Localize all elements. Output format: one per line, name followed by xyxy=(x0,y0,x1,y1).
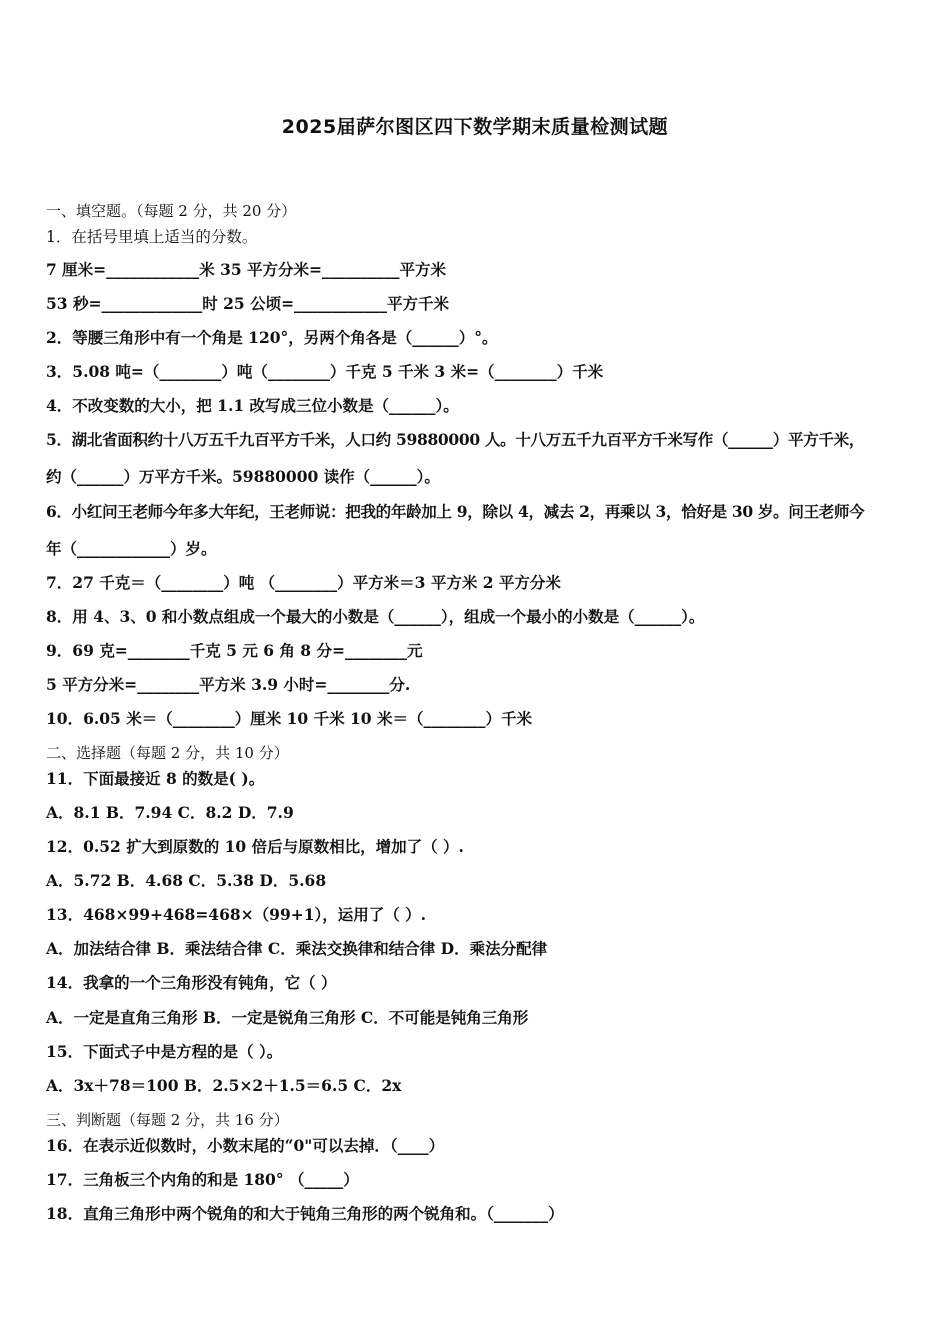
question-line: 14．我拿的一个三角形没有钝角，它（ ） xyxy=(46,973,337,992)
section-heading: 三、判断题（每题 2 分，共 16 分） xyxy=(46,1111,289,1129)
question-line: 11．下面最接近 8 的数是( )。 xyxy=(46,769,265,788)
question-line: 年（____________）岁。 xyxy=(46,539,217,558)
question-line: 18．直角三角形中两个锐角的和大于钝角三角形的两个锐角和。（_______） xyxy=(46,1204,564,1223)
question-line: 16．在表示近似数时，小数末尾的“0"可以去掉．（____） xyxy=(46,1136,445,1155)
question-line: 5．湖北省面积约十八万五千九百平方千米，人口约 59880000 人。十八万五千九百平方千米写作（______）平方千米， xyxy=(46,430,865,449)
question-line: 17．三角板三个内角的和是 180° （_____） xyxy=(46,1170,359,1189)
question-line: 6．小红问王老师今年多大年纪，王老师说：把我的年龄加上 9，除以 4，减去 2，再乘以 3，恰好是 30 岁。问王老师今 xyxy=(46,502,865,521)
question-line: 4．不改变数的大小，把 1.1 改写成三位小数是（______）。 xyxy=(46,396,459,415)
section-heading: 二、选择题（每题 2 分，共 10 分） xyxy=(46,744,289,762)
question-line: 12．0.52 扩大到原数的 10 倍后与原数相比，增加了（ ）. xyxy=(46,837,464,856)
question-line: 7．27 千克＝（________）吨 （________）平方米＝3 平方米 2 平方分米 xyxy=(46,573,561,592)
question-line: 15．下面式子中是方程的是（ ）。 xyxy=(46,1042,283,1061)
question-line: 约（______）万平方千米。59880000 读作（______）。 xyxy=(46,467,440,486)
page-title: 2025届萨尔图区四下数学期末质量检测试题 xyxy=(281,116,669,138)
answer-options: A．加法结合律 B．乘法结合律 C．乘法交换律和结合律 D．乘法分配律 xyxy=(46,939,548,958)
question-line: 8．用 4、3、0 和小数点组成一个最大的小数是（______），组成一个最小的小数是（______）。 xyxy=(46,607,705,626)
question-line: 1．在括号里填上适当的分数。 xyxy=(46,228,258,246)
question-line: 5 平方分米=________平方米 3.9 小时=________分. xyxy=(46,675,411,694)
answer-options: A．一定是直角三角形 B．一定是锐角三角形 C．不可能是钝角三角形 xyxy=(46,1008,529,1027)
question-line: 2．等腰三角形中有一个角是 120°，另两个角各是（______）°。 xyxy=(46,328,498,347)
answer-options: A．8.1 B．7.94 C．8.2 D．7.9 xyxy=(46,803,294,822)
question-line: 7 厘米=____________米 35 平方分米=__________平方米 xyxy=(46,260,447,279)
question-line: 3．5.08 吨=（________）吨（________）千克 5 千米 3 米=（________）千米 xyxy=(46,362,604,381)
question-line: 10．6.05 米＝（________）厘米 10 千米 10 米＝（________）千米 xyxy=(46,709,532,728)
answer-options: A．3x＋78＝100 B．2.5×2＋1.5＝6.5 C．2x xyxy=(46,1076,402,1095)
section-heading: 一、填空题。（每题 2 分，共 20 分） xyxy=(46,202,297,220)
question-line: 13．468×99+468=468×（99+1），运用了（ ）. xyxy=(46,905,427,924)
answer-options: A．5.72 B．4.68 C．5.38 D．5.68 xyxy=(46,871,327,890)
question-line: 9．69 克=________千克 5 元 6 角 8 分=________元 xyxy=(46,641,423,660)
question-line: 53 秒=_____________时 25 公顷=____________平方千米 xyxy=(46,294,450,313)
